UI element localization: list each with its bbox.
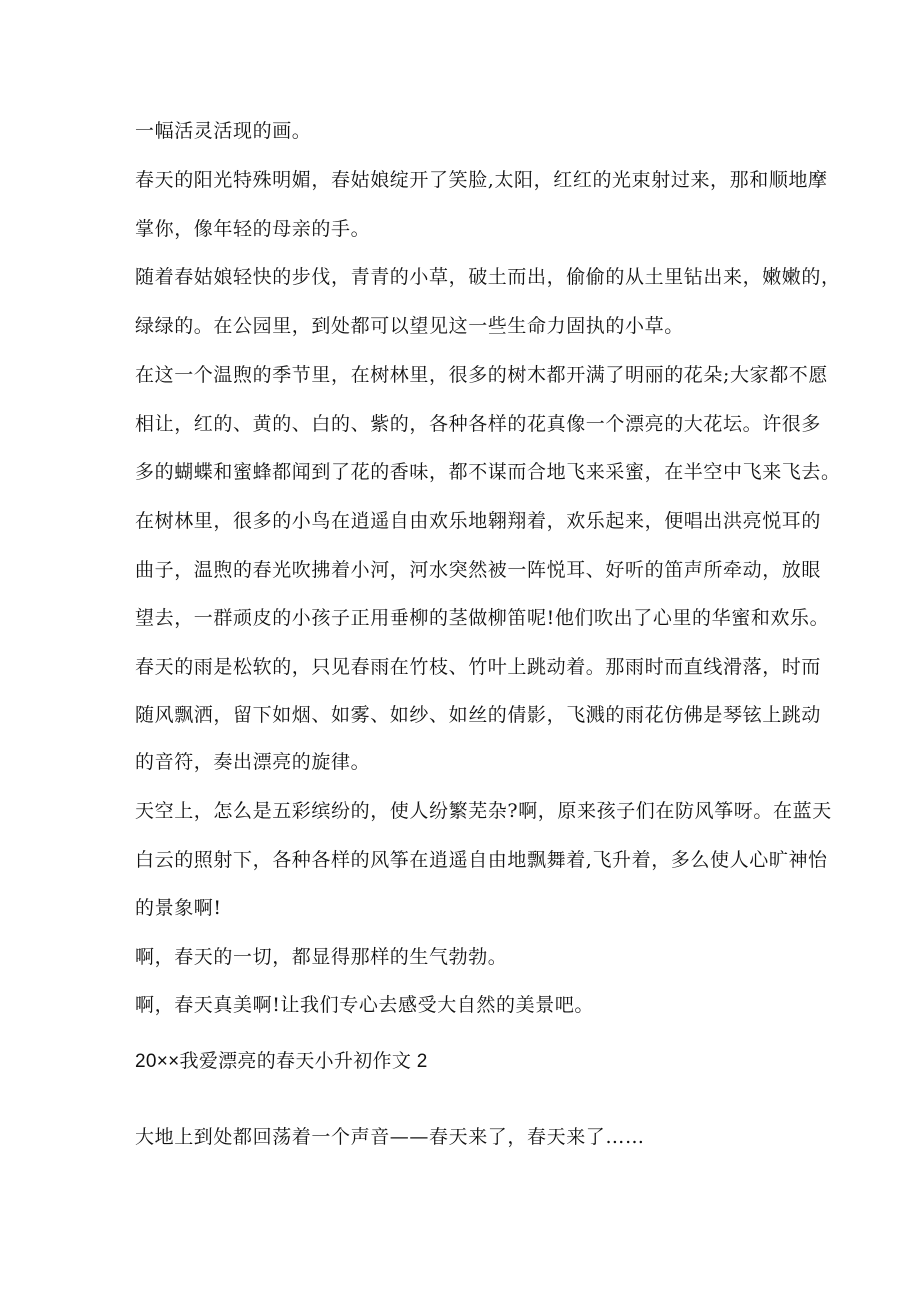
text-line: 一幅活灵活现的画。 (135, 120, 312, 142)
text-line: 相让，红的、黄的、白的、紫的，各种各样的花真像一个漂亮的大花坛。许很多 (135, 413, 822, 435)
text-line: 随风飘洒，留下如烟、如雾、如纱、如丝的倩影，飞溅的雨花仿佛是琴铉上跳动 (135, 704, 822, 726)
text-line: 的景象啊! (135, 897, 222, 919)
text-line: 的音符，奏出漂亮的旋律。 (135, 751, 371, 773)
text-line: 掌你，像年轻的母亲的手。 (135, 218, 371, 240)
text-line: 啊，春天真美啊!让我们专心去感受大自然的美景吧。 (135, 994, 595, 1016)
text-line: 多的蝴蝶和蜜蜂都闻到了花的香味，都不谋而合地飞来采蜜，在半空中飞来飞去。 (135, 461, 841, 483)
text-line: 绿绿的。在公园里，到处都可以望见这一些生命力固执的小草。 (135, 315, 684, 337)
section-heading: 20××我爱漂亮的春天小升初作文 2 (135, 1051, 428, 1072)
text-line: 春天的阳光特殊明媚，春姑娘绽开了笑脸,太阳，红红的光束射过来，那和顺地摩 (135, 169, 828, 191)
text-line: 啊，春天的一切，都显得那样的生气勃勃。 (135, 946, 508, 968)
text-line: 春天的雨是松软的，只见春雨在竹枝、竹叶上跳动着。那雨时而直线滑落，时而 (135, 656, 822, 678)
text-line: 在树林里，很多的小鸟在逍遥自由欢乐地翱翔着，欢乐起来，便唱出洪亮悦耳的 (135, 510, 822, 532)
text-line: 大地上到处都回荡着一个声音——春天来了，春天来了…… (135, 1126, 645, 1148)
text-line: 天空上，怎么是五彩缤纷的，使人纷繁芜杂?啊，原来孩子们在防风筝呀。在蓝天 (135, 800, 832, 822)
text-line: 白云的照射下，各种各样的风筝在逍遥自由地飘舞着,飞升着，多么使人心旷神怡 (135, 849, 828, 871)
text-line: 曲子，温煦的春光吹拂着小河，河水突然被一阵悦耳、好听的笛声所牵动，放眼 (135, 559, 822, 581)
text-line: 望去，一群顽皮的小孩子正用垂柳的茎做柳笛呢!他们吹出了心里的华蜜和欢乐。 (135, 607, 830, 629)
text-line: 随着春姑娘轻快的步伐，青青的小草，破土而出，偷偷的从土里钻出来，嫩嫩的， (135, 266, 841, 288)
text-line: 在这一个温煦的季节里，在树林里，很多的树木都开满了明丽的花朵;大家都不愿 (135, 364, 829, 386)
